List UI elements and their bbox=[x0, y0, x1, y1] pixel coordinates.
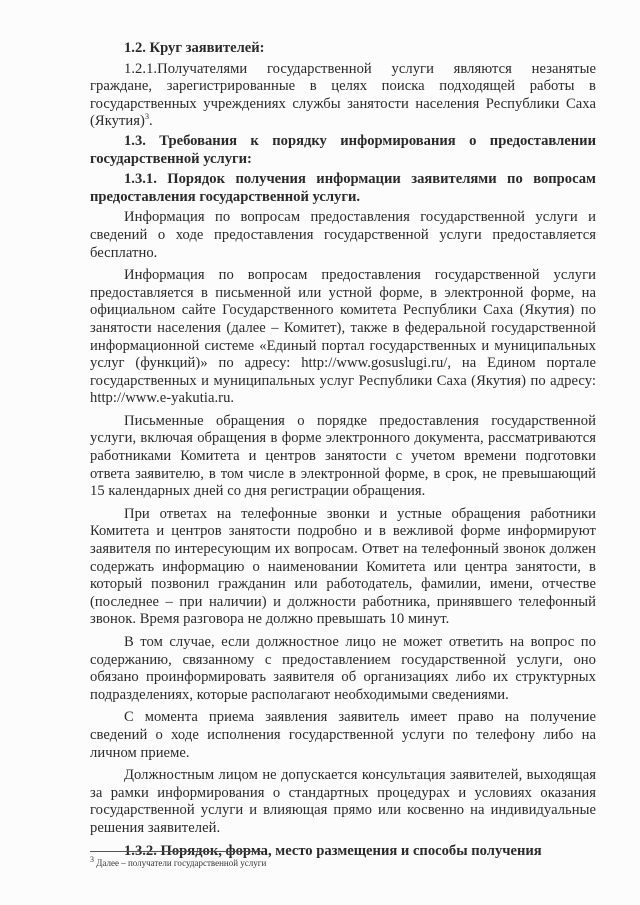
section-heading-1-3: 1.3. Требования к порядку информирования о предоставлении государственной услуги: bbox=[90, 132, 596, 167]
paragraph-1-2-1-end: . bbox=[149, 113, 153, 130]
paragraph-free-of-charge: Информация по вопросам предоставления государственной услуги и сведений о ходе предоставления государственной услуги предоставляется бесплатно. bbox=[90, 209, 596, 261]
footnote-mark: 3 bbox=[90, 855, 94, 864]
footnote bbox=[90, 855, 267, 869]
paragraph-1-2-1 bbox=[90, 61, 596, 131]
paragraph-phone-calls: При ответах на телефонные звонки и устные обращения работники Комитета и центров занятости подробно и в вежливой форме информируют заявителя по интересующим их вопросам. Ответ на телефонный звонок должен содержать информацию о наименовании Комитета или центра занятости, в который позвонил гражданин или работодатель, фамилии, имени, отчестве (последнее – при наличии) и должности работника, принявшего телефонный звонок. Время разговора не должно превышать 10 минут. bbox=[90, 505, 596, 628]
footnote-divider bbox=[90, 851, 265, 852]
section-heading-1-2: 1.2. Круг заявителей: bbox=[124, 40, 265, 56]
paragraph-status-inquiry: С момента приема заявления заявитель имеет право на получение сведений о ходе исполнения государственной услуги по телефону либо на личном приеме. bbox=[90, 709, 596, 761]
section-heading-1-3-1: 1.3.1. Порядок получения информации заявителями по вопросам предоставления государственной услуги. bbox=[90, 171, 596, 205]
section-heading-1-3-2: 1.3.2. Порядок, форма, место размещения и способы получения bbox=[124, 842, 542, 859]
paragraph-information-forms: Информация по вопросам предоставления государственной услуги предоставляется в письменной или устной форме, в электронной форме, на официальном сайте Государственного комитета Республики Саха (Якутия) по занятости населения (далее – Комитет), также в федеральной государственной информационной системе «Единый портал государственных и муниципальных услуг (функций)» по адресу: http://www.gosuslugi.ru/, на Едином портале государственных и муниципальных услуг Республики Саха (Якутия) по адресу: http://www.e-yakutia.ru. bbox=[90, 267, 596, 407]
paragraph-official-cannot-answer: В том случае, если должностное лицо не может ответить на вопрос по содержанию, связанному с предоставлением государственной услуги, оно обязано проинформировать заявителя об организациях либо их структурных подразделениях, которые располагают необходимыми сведениями. bbox=[90, 634, 596, 703]
footnote-text: Далее – получатели государственной услуги bbox=[94, 858, 267, 868]
footnote-reference: 3 bbox=[144, 112, 149, 122]
paragraph-consultation-limits: Должностным лицом не допускается консультация заявителей, выходящая за рамки информирования о стандартных процедурах и условиях оказания государственной услуги и влияющая прямо или косвенно на индивидуальные решения заявителей. bbox=[90, 767, 596, 836]
paragraph-written-requests: Письменные обращения о порядке предоставления государственной услуги, включая обращения в форме электронного документа, рассматриваются работниками Комитета и центров занятости с учетом времени подготовки ответа заявителю, в том числе в электронной форме, в срок, не превышающий 15 календарных дней со дня регистрации обращения. bbox=[90, 412, 596, 500]
paragraph-1-2-1-text: 1.2.1.Получателями государственной услуги являются незанятые граждане, зарегистрированные в целях поиска подходящей работы в государственных учреждениях службы занятости населения Республики Саха (Якутия) bbox=[90, 60, 596, 130]
